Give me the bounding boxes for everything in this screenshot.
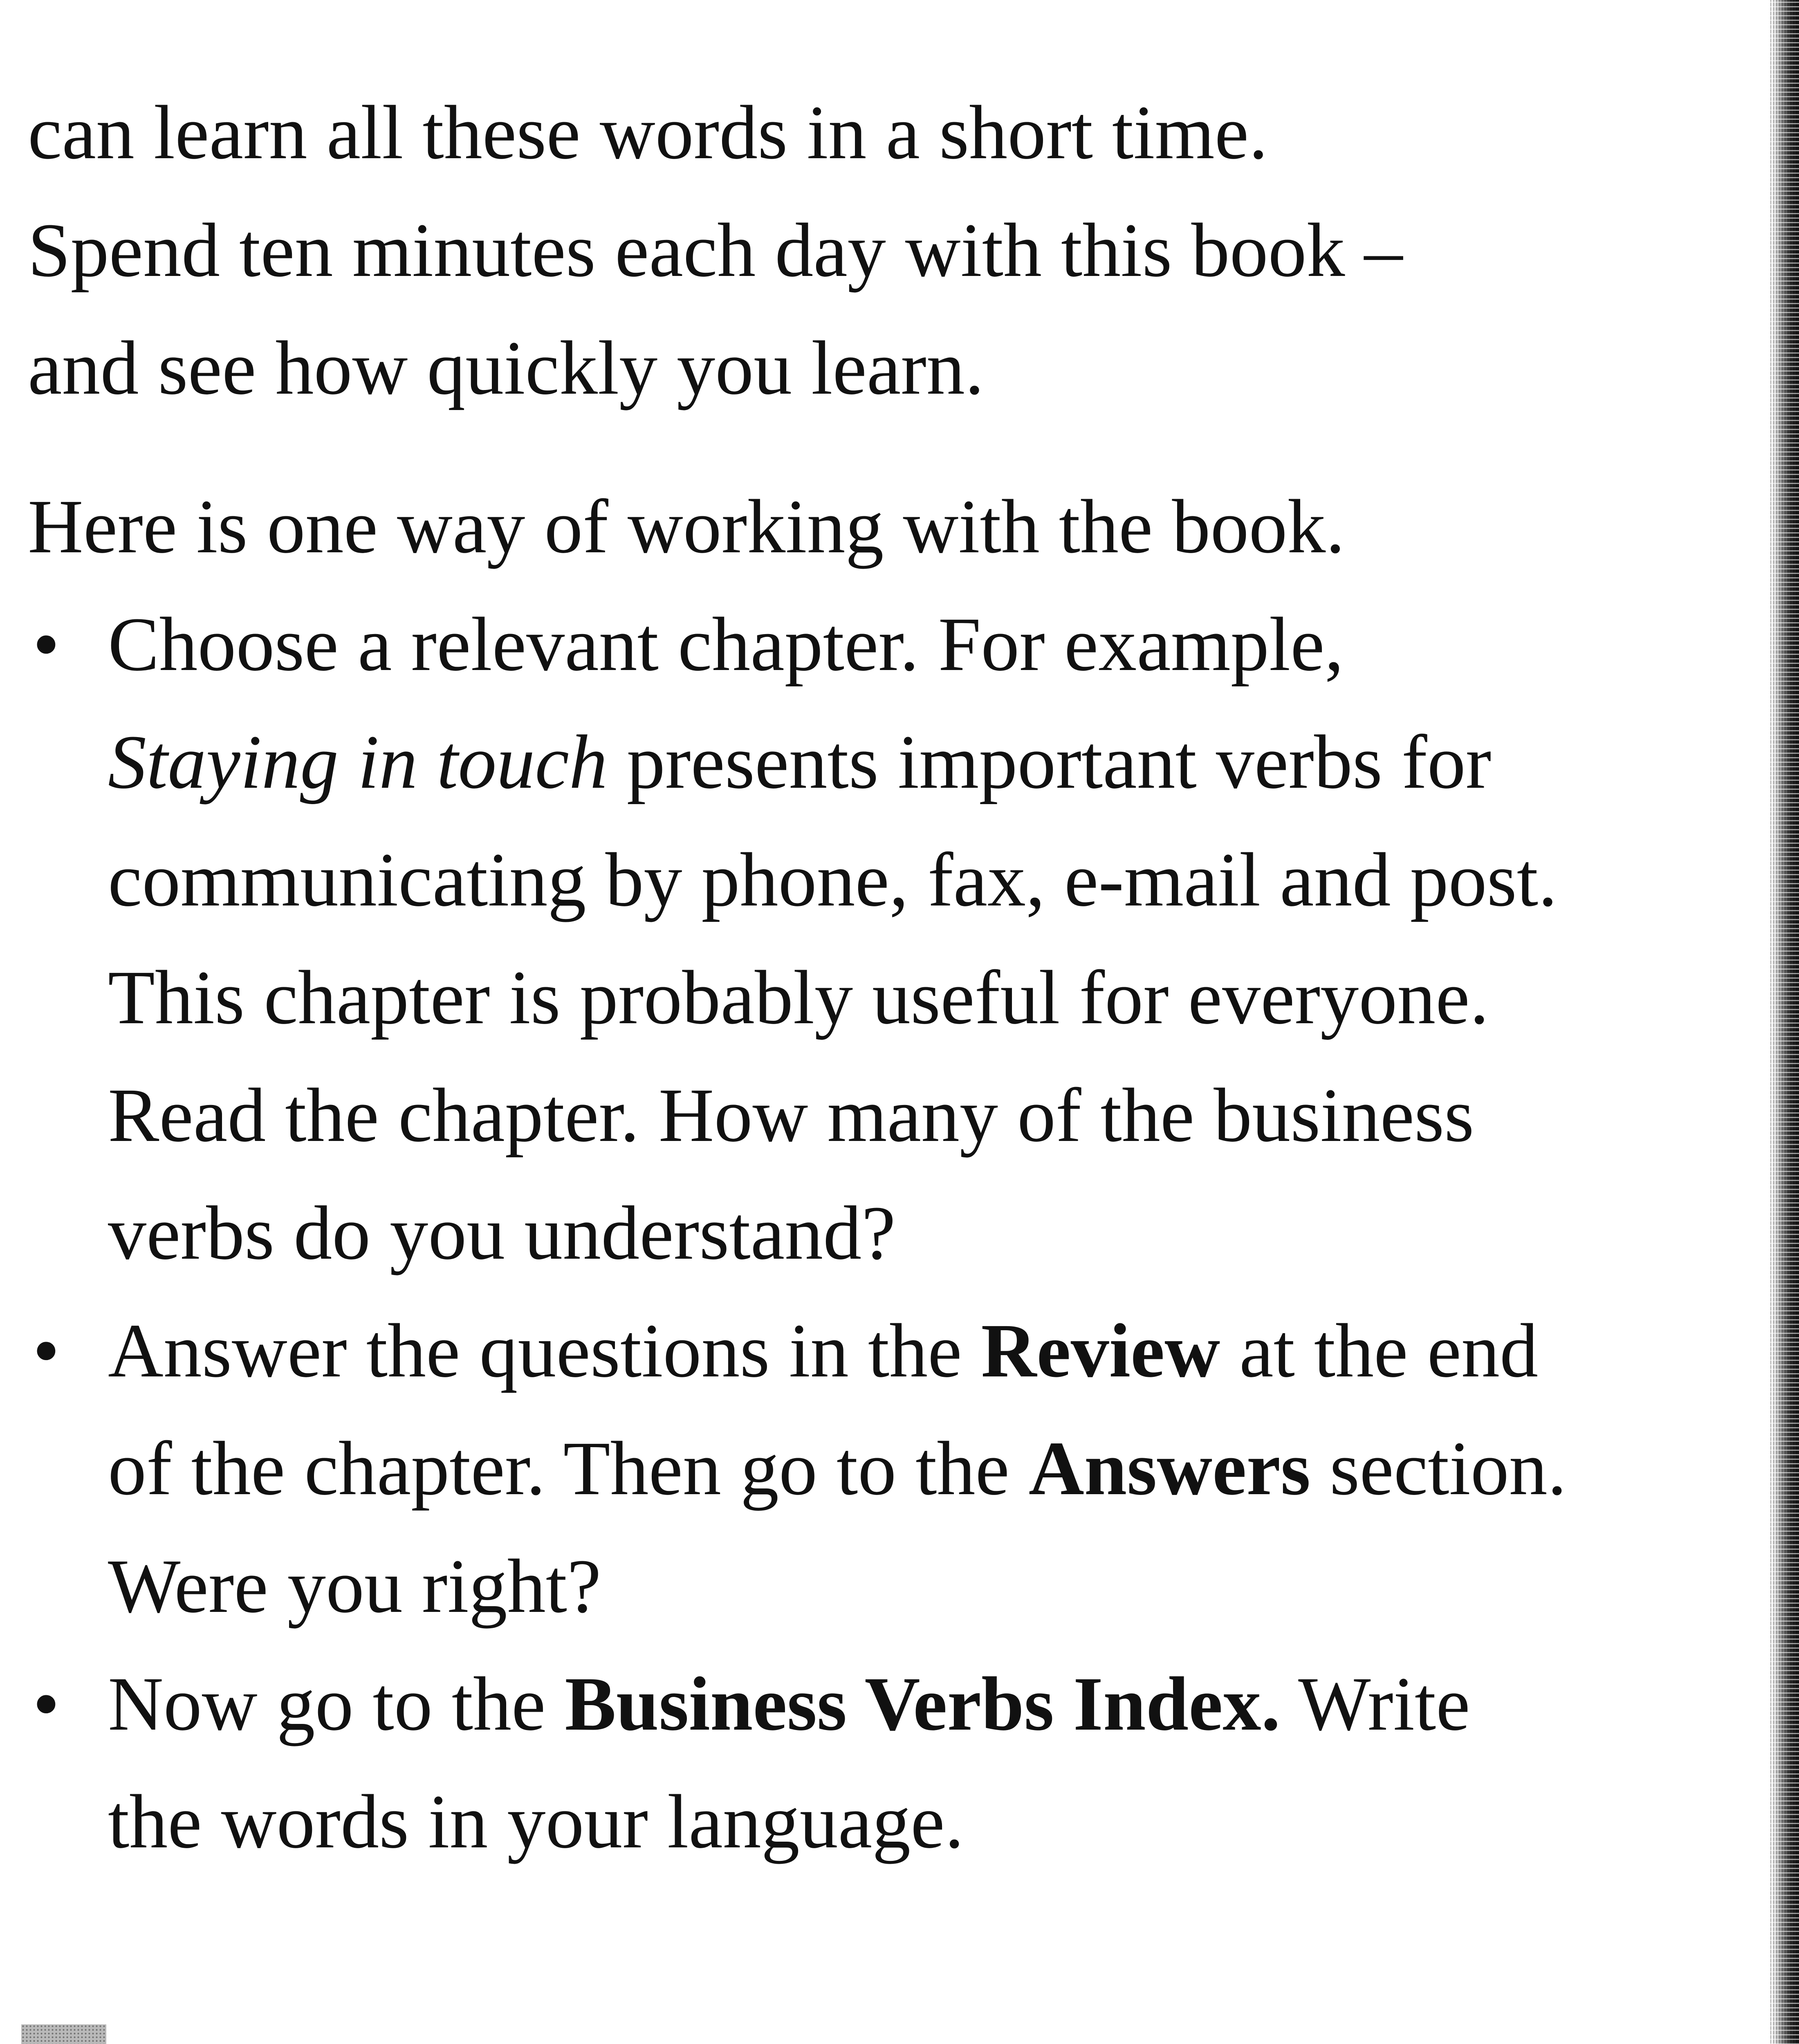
- body-text: [28, 74, 1581, 1880]
- intro-line: Spend ten minutes each day with this book –: [28, 207, 1403, 293]
- intro-line: can learn all these words in a short time.: [28, 90, 1268, 175]
- instruction-text: at the end of the chapter. Then go to the: [108, 1308, 1539, 1511]
- instruction-text: Answer the questions in the: [108, 1308, 962, 1393]
- instruction-text: Choose a relevant chapter. For example,: [108, 601, 1344, 687]
- instruction-text: section. Were you right?: [108, 1425, 1567, 1629]
- instruction-text: presents important verbs for communicating by phone, fax, e-mail and post. This chapter is probably useful for everyone. Read the chapter. How many of the business verbs do you understand?: [108, 719, 1558, 1275]
- bullet-icon: •: [33, 1661, 60, 1746]
- book-spine-edge: [1770, 0, 1799, 2044]
- page-number: [21, 2024, 106, 2044]
- instruction-item: [28, 1645, 1581, 1880]
- section-name-answers: Answers: [1028, 1425, 1311, 1511]
- bullet-icon: •: [33, 1308, 60, 1393]
- instruction-item: [28, 1292, 1581, 1645]
- instruction-list: [28, 585, 1581, 1880]
- method-intro: Here is one way of working with the book.: [28, 484, 1345, 569]
- intro-line: and see how quickly you learn.: [28, 325, 984, 410]
- instruction-text: Now go to the: [108, 1661, 546, 1746]
- intro-paragraph: [28, 74, 1581, 427]
- chapter-title: Staying in touch: [108, 719, 608, 805]
- bullet-icon: •: [33, 601, 60, 687]
- section-name-index: Business Verbs Index.: [565, 1661, 1281, 1746]
- instruction-text: Write the words in your language.: [108, 1661, 1470, 1864]
- instruction-item: [28, 585, 1581, 1292]
- section-name-review: Review: [981, 1308, 1220, 1393]
